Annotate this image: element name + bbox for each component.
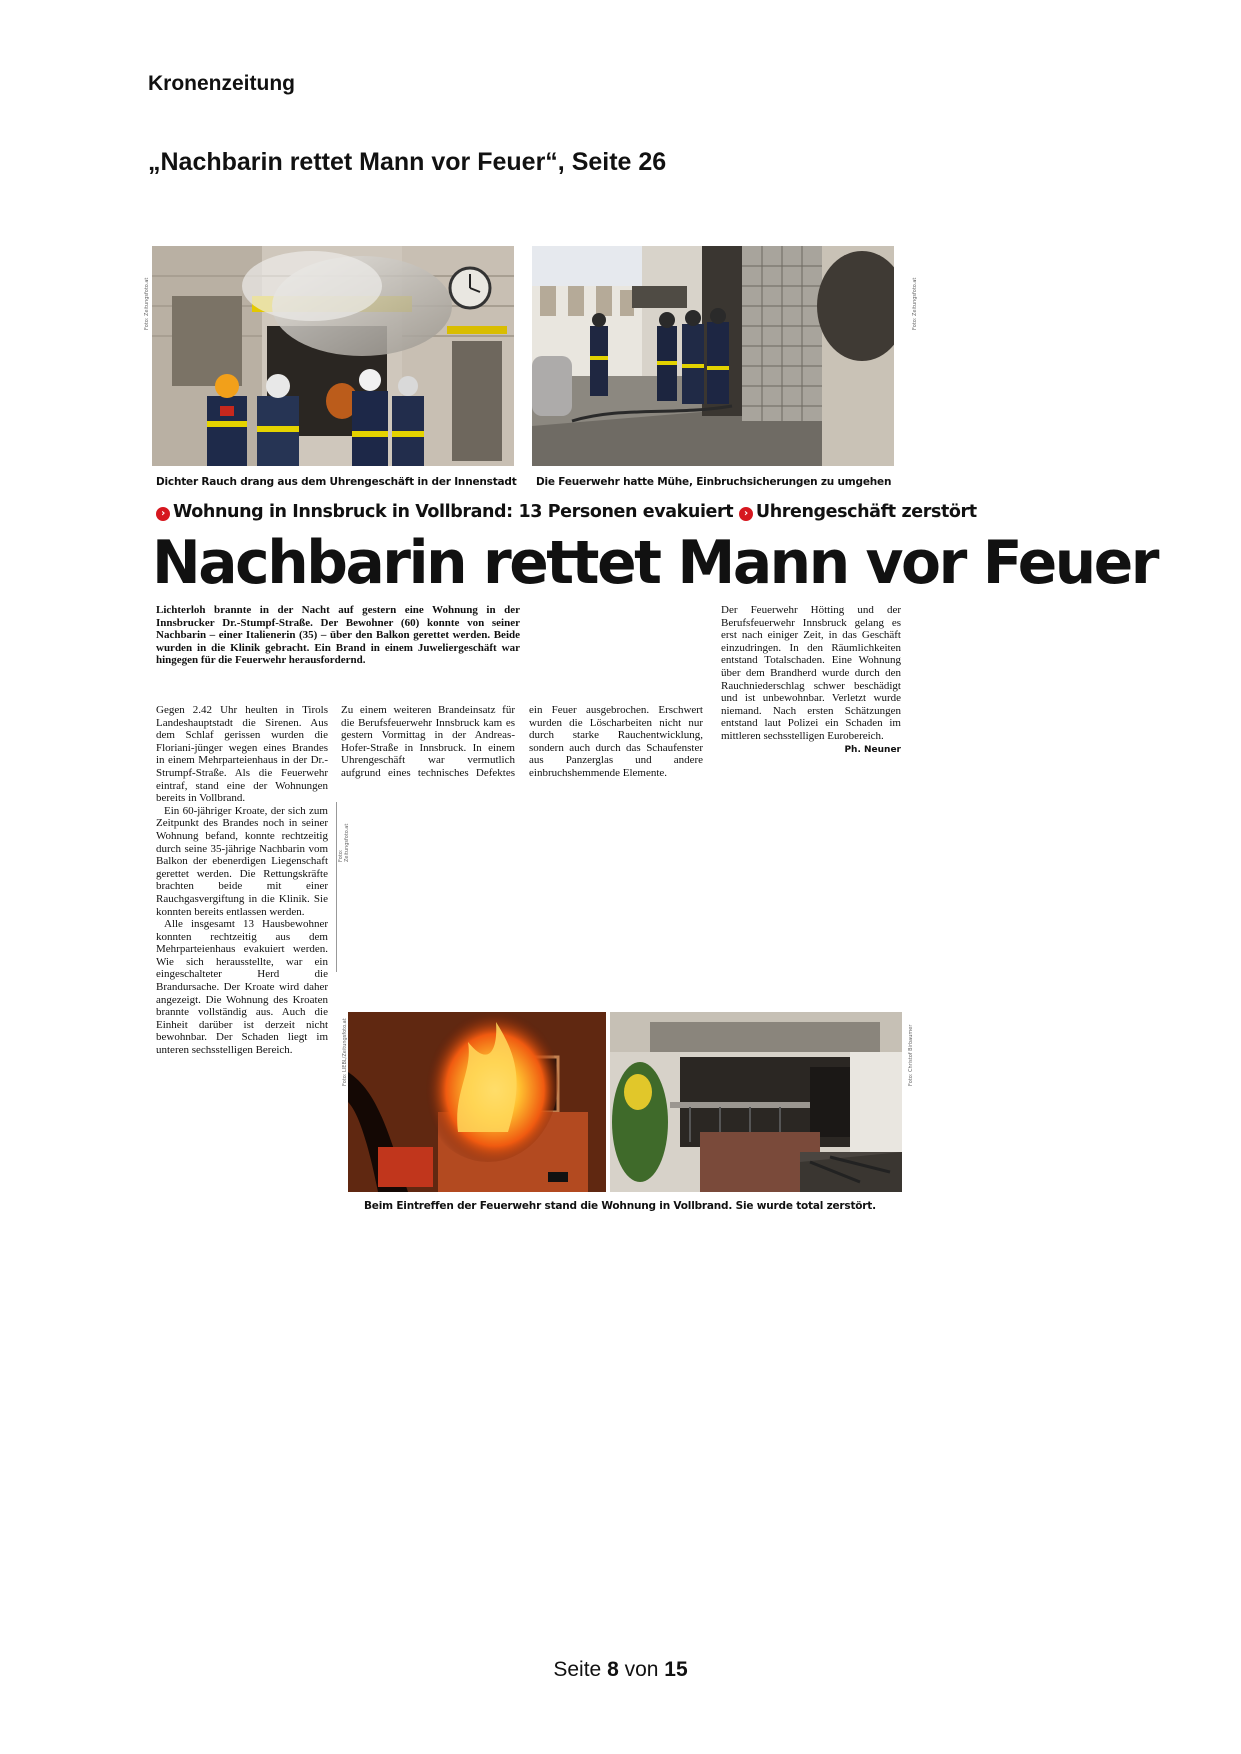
photo-credit: Foto: Christof Birbaumer <box>908 1024 914 1086</box>
paragraph: Der Feuerwehr Hötting und der Berufsfeuerwehr Innsbruck gelang es erst nach einiger Zeit, in das Geschäft einzudringen. In den Räumlichkeiten entstand Totalschaden. Eine Wohnung über dem Brandherd wurde durch den Rauchniederschlag schwer beschädigt und ist unbewohnbar. Verletzt wurde niemand. Nach ersten Schätzungen entstand laut Polizei ein Schaden im mittleren sechsstelligen Eurobereich. <box>721 604 901 742</box>
kicker-line <box>156 502 977 522</box>
photo-credit: Foto: Zeitungsfoto.at <box>912 277 918 330</box>
photo-apartment-fire <box>348 1012 606 1192</box>
paragraph: Zu einem weiteren Brandeinsatz für die Berufsfeuerwehr Innsbruck kam es gestern Vormittag in der Andreas-Hofer-Straße in Innsbruck. In einem Uhrengeschäft war vermutlich aufgrund eines technisches Defektes ein Feuer ausgebrochen. Erschwert wurden die Löscharbeiten nicht nur durch starke Rauchentwicklung, sondern auch durch das Schaufenster aus Panzerglas und andere einbruchshemmende Elemente. <box>341 704 703 779</box>
paragraph: Alle insgesamt 13 Hausbewohner konnten rechtzeitig aus dem Mehrparteienhaus evakuiert werden. Wie sich herausstellte, war ein eingeschalteter Herd die Brandursache. Der Kroate wird daher angezeigt. Die Wohnung des Kroaten brannte vollständig aus. Auch die Einheit darüber ist derzeit nicht bewohnbar. Der Schaden liegt im unteren sechsstelligen Bereich. <box>156 918 328 1057</box>
photo-caption: Beim Eintreffen der Feuerwehr stand die Wohnung in Vollbrand. Sie wurde total zerstört. <box>364 1200 876 1212</box>
paragraph: Gegen 2.42 Uhr heulten in Tirols Landeshauptstadt die Sirenen. Aus dem Schlaf gerissen wurden die Floriani-jünger wegen eines Brandes in einem Mehrparteienhaus in der Dr.-Strumpf-Straße. Als die Feuerwehr eintraf, stand eine der Wohnungen bereits in Vollbrand. <box>156 704 328 805</box>
document-title: „Nachbarin rettet Mann vor Feuer“, Seite 26 <box>148 148 667 176</box>
author-signature: Ph. Neuner <box>844 744 901 755</box>
article-column-2 <box>341 704 703 904</box>
kicker-part-1: Wohnung in Innsbruck in Vollbrand: 13 Personen evakuiert <box>173 502 734 522</box>
photo-credit: Foto: LIEBL/Zeitungsfoto.at <box>342 1018 348 1086</box>
page-footer <box>0 1658 1241 1682</box>
kicker-part-2: Uhrengeschäft zerstört <box>755 502 977 522</box>
photo-credit: Foto: Zeitungsfoto.at <box>144 277 150 330</box>
footer-middle: von <box>624 1658 659 1681</box>
newspaper-clipping <box>144 232 1158 1222</box>
photo-firefighters-storefront <box>532 246 894 466</box>
photo-credit: Foto: Zeitungsfoto.at <box>338 823 350 862</box>
footer-prefix: Seite <box>553 1658 602 1681</box>
article-headline: Nachbarin rettet Mann vor Feuer <box>152 528 1158 598</box>
source-label: Kronenzeitung <box>148 72 295 95</box>
article-lead: Lichterloh brannte in der Nacht auf gestern eine Wohnung in der Innsbrucker Dr.-Stumpf-Straße. Der Bewohner (60) konnte von seiner Nachbarin – einer Italienerin (35) – über den Balkon gerettet werden. Beide wurden in die Klinik gebracht. Ein Brand in einem Juweliergeschäft war hingegen für die Feuerwehr herausfordernd. <box>156 604 520 667</box>
photo-watch-shop-smoke <box>152 246 514 466</box>
chevron-right-icon: › <box>156 507 170 521</box>
photo-caption: Die Feuerwehr hatte Mühe, Einbruchsicherungen zu umgehen <box>536 476 892 488</box>
chevron-right-icon: › <box>739 507 753 521</box>
photo-caption: Dichter Rauch drang aus dem Uhrengeschäft in der Innenstadt <box>156 476 517 488</box>
article-column-3 <box>721 604 901 756</box>
article-column-1 <box>156 704 328 1057</box>
total-pages: 15 <box>664 1658 688 1681</box>
column-divider <box>336 802 337 972</box>
current-page: 8 <box>607 1658 619 1681</box>
photo-burnt-apartment <box>610 1012 902 1192</box>
paragraph: Ein 60-jähriger Kroate, der sich zum Zeitpunkt des Brandes noch in seiner Wohnung befand, konnte rechtzeitig durch seine 35-jährige Nachbarin vom Balkon der ebenerdigen Liegenschaft gerettet werden. Die Rettungskräfte brachten beide mit einer Rauchgasvergiftung in die Klinik. Sie konnten bereits entlassen werden. <box>156 804 328 918</box>
